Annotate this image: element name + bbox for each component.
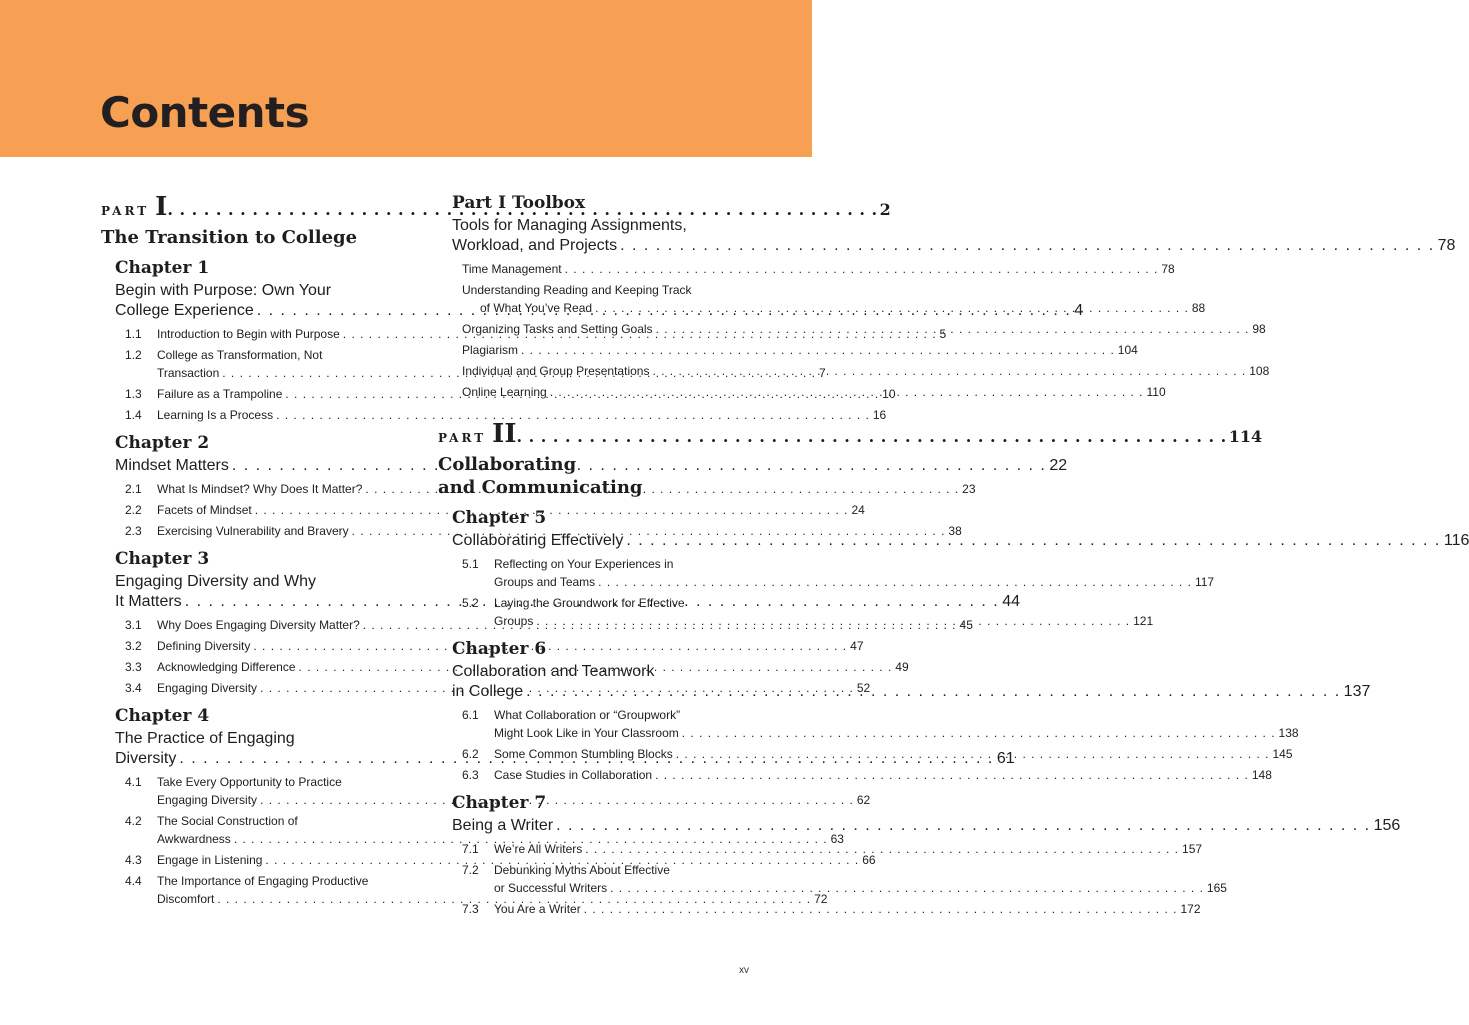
toolbox-item[interactable] [462, 260, 1175, 278]
section-title: Learning Is a Process [157, 408, 274, 422]
leader-dots [673, 745, 1273, 763]
chapter-title-line: in College [452, 683, 524, 700]
chapter-title-line: Begin with Purpose: Own Your [115, 282, 332, 299]
page-number: 22 [1049, 457, 1068, 474]
page-number: 63 [830, 832, 844, 846]
page-number: 49 [895, 660, 909, 674]
page-number: 121 [1133, 614, 1154, 628]
part-two-heading[interactable] [438, 419, 1263, 451]
page-number: 145 [1272, 747, 1293, 761]
leader-dots [523, 682, 1344, 702]
section-title: Groups [494, 614, 534, 628]
section-list [462, 706, 1299, 784]
chapter-title-line: Being a Writer [452, 817, 554, 834]
toolbox-item[interactable] [462, 281, 1206, 317]
page-number: 165 [1206, 881, 1227, 895]
page-number: 2 [879, 200, 891, 219]
page-number: 44 [1002, 593, 1020, 610]
section-entry[interactable] [462, 766, 1272, 784]
section-title: Engaging Diversity [157, 681, 258, 695]
section-number: 6.2 [462, 747, 479, 761]
section-number: 1.4 [125, 408, 142, 422]
leader-dots [592, 299, 1192, 317]
section-title: Why Does Engaging Diversity Matter? [157, 618, 360, 632]
leader-dots [581, 900, 1181, 918]
section-number: 3.3 [125, 660, 142, 674]
leader-dots [582, 840, 1182, 858]
page-title: Contents [100, 88, 310, 137]
section-title: Reflecting on Your Experiences in [494, 557, 674, 571]
section-title: Groups and Teams [494, 575, 596, 589]
leader-dots [595, 573, 1195, 591]
page-number: 62 [856, 793, 871, 807]
toolbox-item-title: of What You’ve Read [480, 301, 593, 315]
header-banner [0, 0, 812, 157]
toolbox-heading[interactable]: Part I Toolbox [452, 193, 586, 213]
section-number: 2.1 [125, 482, 142, 496]
chapter-title-line: Diversity [115, 750, 177, 767]
section-number: 3.4 [125, 681, 142, 695]
page-number: 38 [948, 524, 962, 538]
section-title: Exercising Vulnerability and Bravery [157, 524, 349, 538]
page-number: 47 [850, 639, 864, 653]
section-title: The Social Construction of [157, 814, 298, 828]
toolbox-item[interactable] [462, 362, 1270, 380]
section-number: 1.3 [125, 387, 142, 401]
page-number: 98 [1252, 322, 1266, 336]
leader-dots [649, 362, 1249, 380]
section-title: Case Studies in Collaboration [494, 768, 653, 782]
section-entry[interactable] [462, 555, 1215, 591]
chapter-title-line: Collaboration and Teamwork [452, 663, 655, 680]
section-number: 3.1 [125, 618, 142, 632]
section-entry[interactable] [462, 706, 1299, 742]
section-title: The Importance of Engaging Productive [157, 874, 369, 888]
leader-dots [623, 531, 1444, 551]
page-number: 117 [1194, 575, 1215, 589]
section-number: 4.2 [125, 814, 142, 828]
page-number: 138 [1278, 726, 1299, 740]
section-entry[interactable] [462, 840, 1203, 858]
section-title: We’re All Writers [494, 842, 583, 856]
section-title: You Are a Writer [494, 902, 581, 916]
toolbox-item-title: Organizing Tasks and Setting Goals [462, 322, 653, 336]
page-number: 148 [1251, 768, 1272, 782]
page-number: 61 [996, 750, 1015, 767]
leader-dots [547, 383, 1147, 401]
section-number: 4.3 [125, 853, 142, 867]
section-title: College as Transformation, Not [157, 348, 323, 362]
page-number: 157 [1182, 842, 1203, 856]
page-number: 10 [882, 387, 896, 401]
page-number: 88 [1191, 301, 1206, 315]
section-title: Transaction [157, 366, 220, 380]
section-number: 2.2 [125, 503, 142, 517]
page-number: 116 [1443, 532, 1469, 549]
chapter-heading[interactable]: Chapter 7 [452, 793, 547, 813]
part-title-line: and Communicating [438, 477, 643, 498]
page-number: 78 [1437, 237, 1456, 254]
part-two-title [438, 453, 750, 499]
part-label: PART [438, 431, 487, 445]
part-one-toolbox [438, 192, 1456, 401]
section-number: 7.3 [462, 902, 479, 916]
chapter-heading[interactable]: Chapter 2 [115, 433, 210, 453]
leader-dots [518, 341, 1118, 359]
part-one-title: The Transition to College [101, 227, 358, 248]
section-title: Introduction to Begin with Purpose [157, 327, 340, 341]
page-number: 172 [1180, 902, 1201, 916]
toolbox-item-title: Understanding Reading and Keeping Track [462, 283, 692, 297]
page-number: 4 [1074, 302, 1084, 319]
leader-dots [652, 766, 1252, 784]
chapter-title[interactable] [452, 816, 1401, 836]
section-number: 1.2 [125, 348, 142, 362]
chapter-title-line: Engaging Diversity and Why [115, 573, 316, 590]
toolbox-item[interactable] [462, 341, 1138, 359]
page-number: 7 [819, 366, 826, 380]
section-title: Laying the Groundwork for Effective [494, 596, 685, 610]
page-number: 114 [1228, 427, 1263, 446]
page-number: 156 [1373, 817, 1401, 834]
page-number: 45 [959, 618, 973, 632]
page-number: 16 [872, 408, 887, 422]
section-title: Acknowledging Difference [157, 660, 296, 674]
page-number: 24 [851, 503, 865, 517]
chapter-heading[interactable]: Chapter 1 [115, 258, 210, 278]
section-number: 5.1 [462, 557, 479, 571]
section-title: Might Look Like in Your Classroom [494, 726, 679, 740]
part-numeral: II [492, 419, 517, 449]
section-title: What Collaboration or “Groupwork” [494, 708, 681, 722]
section-entry[interactable] [125, 406, 887, 424]
section-entry[interactable] [125, 851, 876, 869]
section-title: Failure as a Trampoline [157, 387, 283, 401]
section-number: 2.3 [125, 524, 142, 538]
leader-dots [617, 236, 1438, 256]
page-number: 66 [862, 853, 876, 867]
section-entry[interactable] [125, 522, 962, 540]
page-number: 23 [962, 482, 976, 496]
toolbox-item-title: Time Management [462, 262, 562, 276]
leader-dots [562, 260, 1162, 278]
section-title: Engage in Listening [157, 853, 263, 867]
section-number: 6.1 [462, 708, 479, 722]
leader-dots [607, 879, 1207, 897]
section-number: 1.1 [125, 327, 142, 341]
chapter-heading[interactable]: Chapter 6 [452, 639, 547, 659]
chapter-title-line: Mindset Matters [115, 457, 229, 474]
leader-dots [653, 320, 1253, 338]
toolbox-item-title: Individual and Group Presentations [462, 364, 650, 378]
chapter-heading[interactable]: Chapter 4 [115, 706, 210, 726]
section-number: 4.1 [125, 775, 142, 789]
toolbox-list [462, 260, 1270, 401]
section-number: 7.2 [462, 863, 479, 877]
toolbox-title-line: Workload, and Projects [452, 237, 618, 254]
chapter-title-line: College Experience [115, 302, 254, 319]
section-title: Debunking Myths About Effective [494, 863, 670, 877]
part-label: PART [101, 204, 150, 218]
toolbox-item-title: Plagiarism [462, 343, 519, 357]
part-title-line: Collaborating [438, 454, 577, 475]
chapter-heading[interactable]: Chapter 3 [115, 549, 210, 569]
leader-dots [553, 816, 1374, 836]
chapter-heading[interactable]: Chapter 5 [452, 508, 547, 528]
toolbox-title[interactable] [452, 216, 1456, 256]
section-title: Facets of Mindset [157, 503, 252, 517]
part-numeral: I [155, 192, 168, 222]
section-number: 6.3 [462, 768, 479, 782]
section-number: 4.4 [125, 874, 142, 888]
page-number: 137 [1343, 683, 1371, 700]
page-number: 78 [1161, 262, 1175, 276]
section-entry[interactable] [462, 861, 1227, 897]
leader-dots [533, 612, 1133, 630]
page-number: 5 [939, 327, 947, 341]
section-title: Discomfort [157, 892, 215, 906]
toolbox-item[interactable] [462, 320, 1266, 338]
page-number: 52 [856, 681, 871, 695]
section-title: What Is Mindset? Why Does It Matter? [157, 482, 363, 496]
section-title: Awkwardness [157, 832, 231, 846]
toolbox-item-title: Online Learning [462, 385, 547, 399]
section-number: 3.2 [125, 639, 142, 653]
section-entry[interactable] [462, 900, 1201, 918]
section-number: 5.2 [462, 596, 479, 610]
section-title: or Successful Writers [494, 881, 608, 895]
toolbox-item[interactable] [462, 383, 1166, 401]
page-folio: xv [739, 965, 749, 976]
leader-dots [516, 427, 1226, 446]
section-title: Engaging Diversity [157, 793, 258, 807]
leader-dots [679, 724, 1279, 742]
toolbox-title-line: Tools for Managing Assignments, [452, 217, 687, 234]
chapter-title-line: Collaborating Effectively [452, 532, 624, 549]
section-number: 7.1 [462, 842, 479, 856]
section-title: Defining Diversity [157, 639, 251, 653]
chapter-title-line: It Matters [115, 593, 182, 610]
chapter-title-line: The Practice of Engaging [115, 730, 295, 747]
page-number: 104 [1117, 343, 1138, 357]
page-number: 110 [1146, 385, 1166, 399]
page-number: 72 [814, 892, 828, 906]
section-title: Some Common Stumbling Blocks [494, 747, 673, 761]
section-title: Take Every Opportunity to Practice [157, 775, 342, 789]
page-number: 108 [1249, 364, 1270, 378]
